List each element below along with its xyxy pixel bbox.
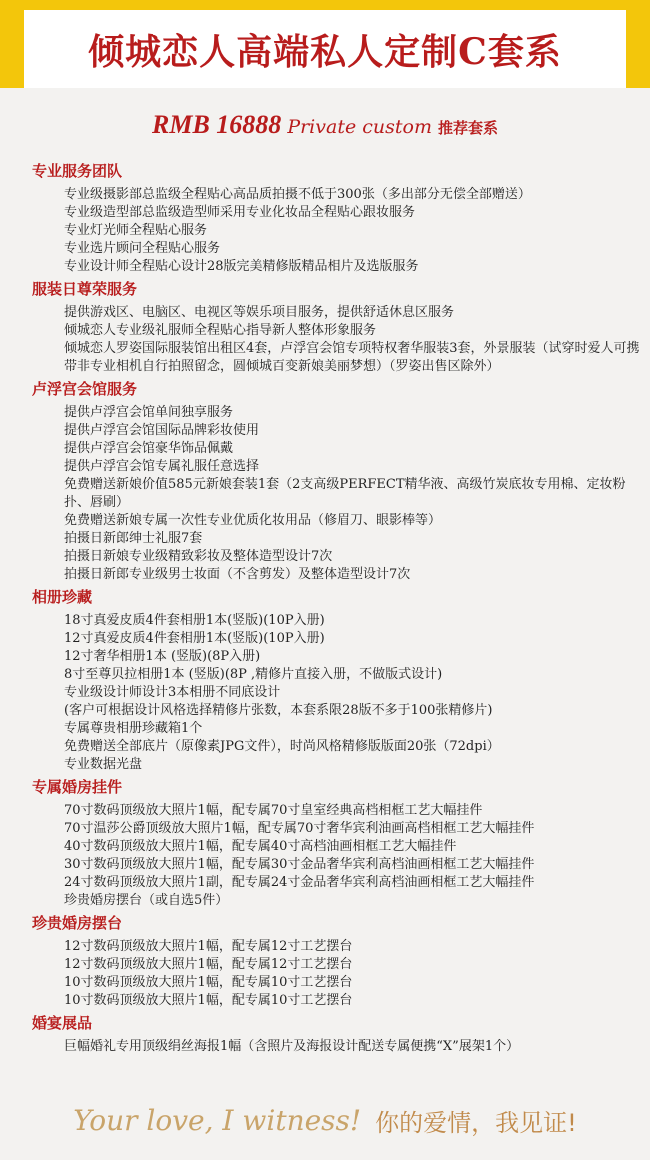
list-item: 免费赠送新娘价值585元新娘套装1套（2支高级PERFECT精华液、高级竹炭底妆专用棉、定妆粉扑、唇刷） xyxy=(64,477,626,510)
list-item: 提供卢浮宫会馆豪华饰品佩戴 xyxy=(64,441,234,456)
list-item: 8寸至尊贝拉相册1本 (竖版)(8P ,精修片直接入册，不做版式设计) xyxy=(64,667,443,682)
header-title-box xyxy=(24,10,626,88)
section-professional-team xyxy=(32,160,642,276)
list-item: 提供游戏区、电脑区、电视区等娱乐项目服务，提供舒适休息区服务 xyxy=(64,305,455,320)
private-custom-script: Private custom xyxy=(287,116,432,138)
section-list xyxy=(32,802,642,910)
section-list xyxy=(32,404,642,584)
list-item: 专业设计师全程贴心设计28版完美精修版精品相片及选版服务 xyxy=(64,259,419,274)
package-content xyxy=(32,160,642,1058)
page-title: 倾城恋人高端私人定制C套系 xyxy=(88,30,562,73)
list-item: 专属尊贵相册珍藏箱1个 xyxy=(64,721,203,736)
list-item: 拍摄日新娘专业级精致彩妆及整体造型设计7次 xyxy=(64,549,333,564)
header-banner xyxy=(0,0,650,88)
list-item: 专业灯光师全程贴心服务 xyxy=(64,223,208,238)
list-item: 专业级造型部总监级造型师采用专业化妆品全程贴心跟妆服务 xyxy=(64,205,416,220)
section-album xyxy=(32,586,642,774)
list-item: 24寸数码顶级放大照片1副，配专属24寸金品奢华宾利高档油画相框工艺大幅挂件 xyxy=(64,875,535,890)
list-item: 30寸数码顶级放大照片1幅，配专属30寸金品奢华宾利高档油画相框工艺大幅挂件 xyxy=(64,857,535,872)
section-title: 婚宴展品 xyxy=(32,1014,93,1032)
list-item: (客户可根据设计风格选择精修片张数，本套系限28版不多于100张精修片) xyxy=(64,703,493,718)
list-item: 提供卢浮宫会馆单间独享服务 xyxy=(64,405,234,420)
list-item: 12寸数码顶级放大照片1幅，配专属12寸工艺摆台 xyxy=(64,957,353,972)
section-title: 相册珍藏 xyxy=(32,588,93,606)
section-title: 卢浮宫会馆服务 xyxy=(32,380,138,398)
section-list xyxy=(32,612,642,774)
section-title: 专业服务团队 xyxy=(32,162,123,180)
section-list xyxy=(32,938,642,1010)
list-item: 70寸数码顶级放大照片1幅，配专属70寸皇室经典高档相框工艺大幅挂件 xyxy=(64,803,483,818)
list-item: 巨幅婚礼专用顶级绢丝海报1幅（含照片及海报设计配送专属便携“X”展架1个） xyxy=(64,1039,520,1054)
section-list xyxy=(32,186,642,276)
section-wall-pieces xyxy=(32,776,642,910)
list-item: 专业数据光盘 xyxy=(64,757,143,772)
list-item: 12寸真爱皮质4件套相册1本(竖版)(10P入册) xyxy=(64,631,325,646)
list-item: 倾城恋人罗姿国际服装馆出租区4套，卢浮宫会馆专项特权奢华服装3套，外景服装（试穿时爱人可携带非专业相机自行拍照留念，圆倾城百变新娘美丽梦想）（罗姿出售区除外） xyxy=(64,341,640,374)
footer-cn-text: 你的爱情，我见证! xyxy=(375,1108,577,1137)
price-line xyxy=(0,110,650,142)
list-item: 18寸真爱皮质4件套相册1本(竖版)(10P入册) xyxy=(64,613,325,628)
list-item: 70寸温莎公爵顶级放大照片1幅，配专属70寸奢华宾利油画高档相框工艺大幅挂件 xyxy=(64,821,535,836)
list-item: 免费赠送全部底片（原像素JPG文件），时尚风格精修版版面20张（72dpi） xyxy=(64,739,500,754)
section-louvre-service xyxy=(32,378,642,584)
list-item: 提供卢浮宫会馆专属礼服任意选择 xyxy=(64,459,260,474)
section-costume-service xyxy=(32,278,642,376)
section-list xyxy=(32,1038,642,1056)
list-item: 专业级摄影部总监级全程贴心高品质拍摄不低于300张（多出部分无偿全部赠送） xyxy=(64,187,531,202)
section-title: 珍贵婚房摆台 xyxy=(32,914,123,932)
list-item: 10寸数码顶级放大照片1幅，配专属10寸工艺摆台 xyxy=(64,993,353,1008)
list-item: 拍摄日新郎专业级男士妆面（不含剪发）及整体造型设计7次 xyxy=(64,567,411,582)
recommend-label: 推荐套系 xyxy=(437,119,498,137)
list-item: 提供卢浮宫会馆国际品牌彩妆使用 xyxy=(64,423,260,438)
footer-script-text: Your love, I witness! xyxy=(73,1103,362,1137)
section-title: 服装日尊荣服务 xyxy=(32,280,138,298)
price-label: RMB 16888 xyxy=(152,110,282,139)
footer-slogan xyxy=(0,1090,650,1150)
list-item: 珍贵婚房摆台（或自选5件） xyxy=(64,893,229,908)
list-item: 倾城恋人专业级礼服师全程贴心指导新人整体形象服务 xyxy=(64,323,377,338)
list-item: 专业选片顾问全程贴心服务 xyxy=(64,241,221,256)
section-banquet-display xyxy=(32,1012,642,1056)
list-item: 拍摄日新郎绅士礼服7套 xyxy=(64,531,203,546)
section-list xyxy=(32,304,642,376)
section-table-frames xyxy=(32,912,642,1010)
list-item: 10寸数码顶级放大照片1幅，配专属10寸工艺摆台 xyxy=(64,975,353,990)
list-item: 40寸数码顶级放大照片1幅，配专属40寸高档油画相框工艺大幅挂件 xyxy=(64,839,457,854)
list-item: 12寸数码顶级放大照片1幅，配专属12寸工艺摆台 xyxy=(64,939,353,954)
list-item: 12寸奢华相册1本 (竖版)(8P入册) xyxy=(64,649,261,664)
list-item: 专业级设计师设计3本相册不同底设计 xyxy=(64,685,281,700)
section-title: 专属婚房挂件 xyxy=(32,778,123,796)
list-item: 免费赠送新娘专属一次性专业优质化妆用品（修眉刀、眼影棒等） xyxy=(64,513,442,528)
